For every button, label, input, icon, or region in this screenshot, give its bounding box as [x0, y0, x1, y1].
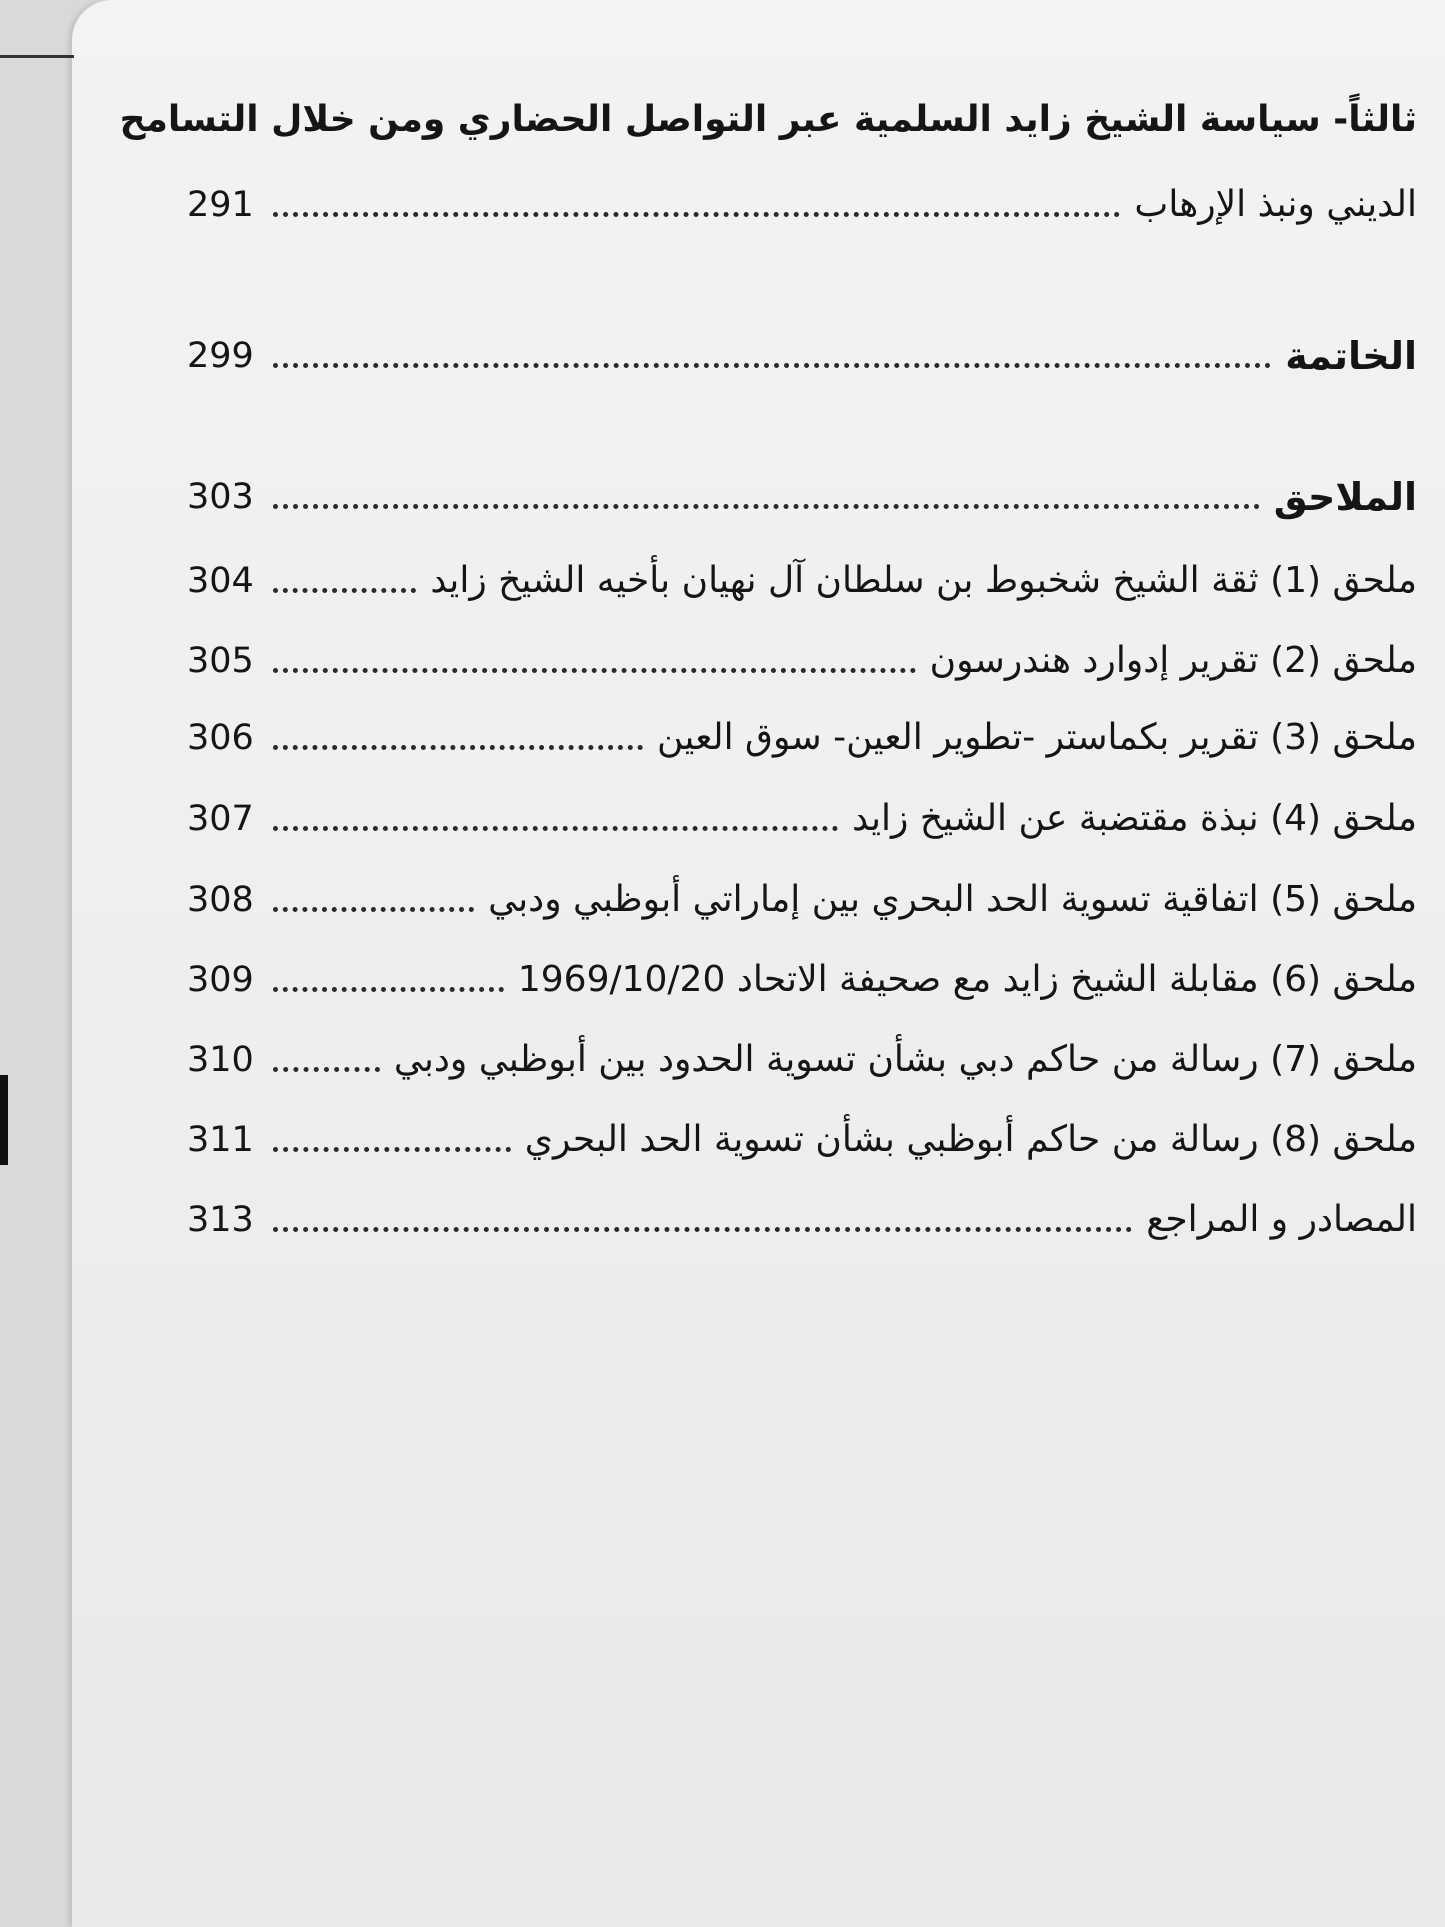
toc-entry-title: الديني ونبذ الإرهاب [1134, 184, 1417, 225]
leader-dots [273, 1147, 511, 1152]
leader-dots [273, 745, 643, 750]
toc-entry-title: ملحق (6) مقابلة الشيخ زايد مع صحيفة الاتحاد 1969/10/20 [517, 959, 1417, 1000]
leader-dots [273, 987, 504, 992]
toc-entry-appendix-3 [187, 708, 1417, 768]
binding-mark [0, 1075, 8, 1165]
leader-dots [273, 588, 416, 593]
leader-dots [273, 1067, 380, 1072]
toc-entry-page: 306 [187, 718, 254, 758]
toc-entry-page: 313 [187, 1200, 254, 1240]
toc-entry-page: 307 [187, 799, 254, 839]
toc-entry-page: 304 [187, 561, 254, 601]
leader-dots [273, 1227, 1132, 1232]
leader-dots [273, 212, 1120, 217]
toc-entry-appendix-6 [187, 950, 1417, 1010]
leader-dots [273, 668, 916, 673]
toc-entry-page: 310 [187, 1040, 254, 1080]
leader-dots [273, 363, 1271, 368]
toc-entry-appendix-5 [187, 870, 1417, 930]
toc-entry-title: ملحق (5) اتفاقية تسوية الحد البحري بين إماراتي أبوظبي ودبي [488, 879, 1417, 920]
leader-dots [273, 504, 1260, 509]
toc-entry-appendix-1 [187, 551, 1417, 611]
toc-entry-page: 311 [187, 1120, 254, 1160]
toc-entry-title: ملحق (8) رسالة من حاكم أبوظبي بشأن تسوية الحد البحري [524, 1119, 1417, 1160]
toc-entry-page: 305 [187, 641, 254, 681]
toc-entry-title: ملحق (1) ثقة الشيخ شخبوط بن سلطان آل نهيان بأخيه الشيخ زايد [430, 560, 1417, 601]
toc-entry-title: ملحق (4) نبذة مقتضبة عن الشيخ زايد [852, 798, 1417, 839]
toc-entry-section3-continued [187, 175, 1417, 235]
toc-entry-appendix-2 [187, 631, 1417, 691]
leader-dots [273, 826, 838, 831]
toc-entry-page: 291 [187, 185, 254, 225]
toc-entry-title: الخاتمة [1285, 334, 1417, 378]
toc-entry-title: الملاحق [1273, 475, 1417, 519]
book-page [72, 0, 1445, 1927]
toc-entry-appendix-8 [187, 1110, 1417, 1170]
toc-entry-appendix-7 [187, 1030, 1417, 1090]
toc-entry-title: ملحق (7) رسالة من حاكم دبي بشأن تسوية الحدود بين أبوظبي ودبي [393, 1039, 1417, 1080]
toc-entry-page: 299 [187, 336, 254, 376]
toc-entry-title: ملحق (2) تقرير إدوارد هندرسون [929, 640, 1417, 681]
toc-entry-sources [187, 1190, 1417, 1250]
toc-entry-appendices [187, 467, 1417, 527]
toc-entry-conclusion [187, 326, 1417, 386]
toc-entry-appendix-4 [187, 789, 1417, 849]
leader-dots [273, 907, 474, 912]
toc-entry-page: 309 [187, 960, 254, 1000]
toc-entry-title: المصادر و المراجع [1146, 1199, 1417, 1240]
facing-page-edge [0, 55, 74, 58]
toc-entry-title: ملحق (3) تقرير بكماستر -تطوير العين- سوق العين [656, 717, 1417, 758]
toc-entry-page: 303 [187, 477, 254, 517]
toc-entry-page: 308 [187, 880, 254, 920]
toc-section3-title-line1: ثالثاً- سياسة الشيخ زايد السلمية عبر التواصل الحضاري ومن خلال التسامح [119, 99, 1417, 140]
